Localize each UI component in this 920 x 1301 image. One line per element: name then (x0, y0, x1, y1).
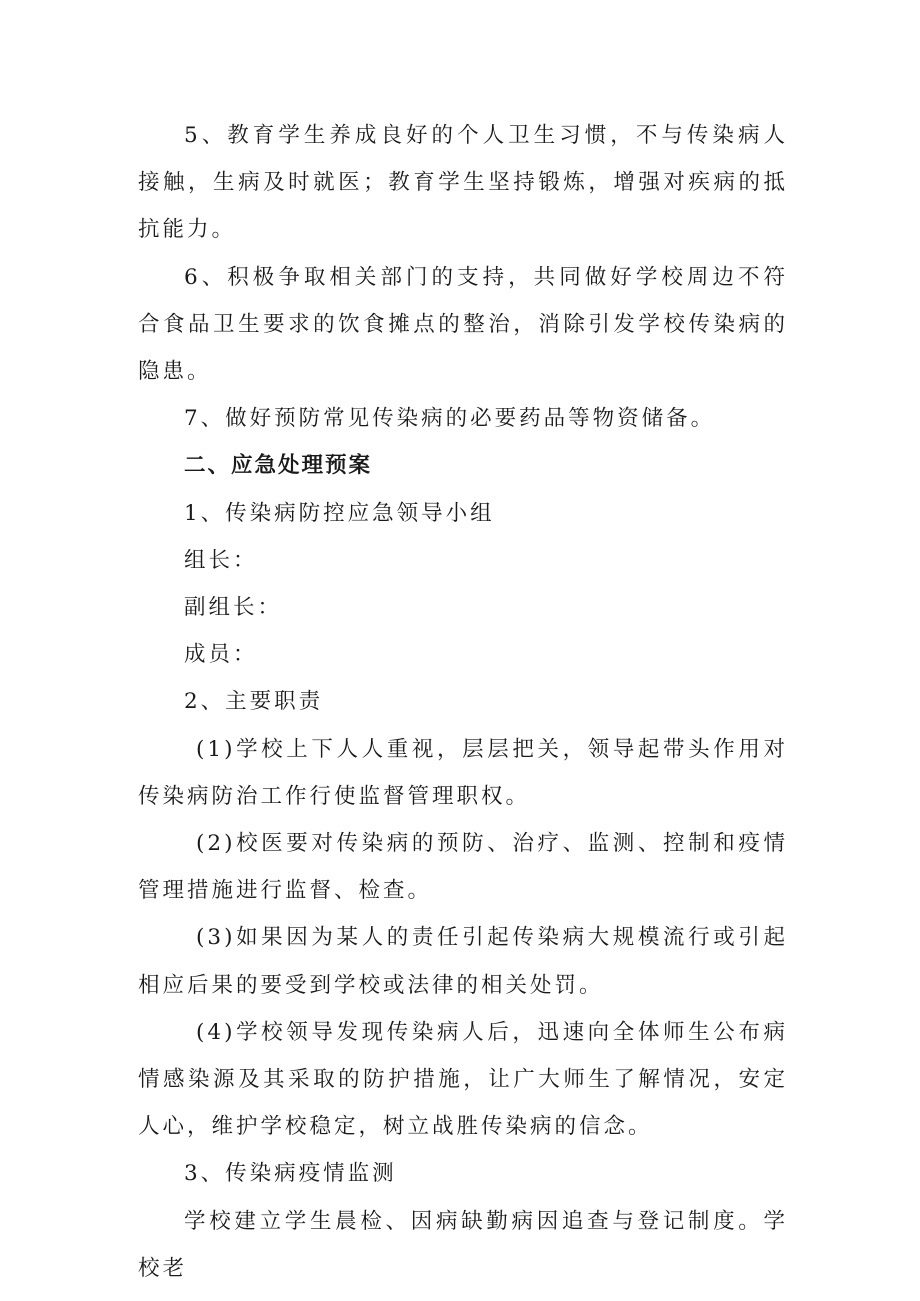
subheading-main-duties: 2、主要职责 (184, 689, 324, 715)
paragraph-item-5: 5、教育学生养成良好的个人卫生习惯，不与传染病人接触，生病及时就医；教育学生坚持锻炼，增强对疾病的抵抗能力。 (138, 123, 788, 243)
duty-item-3: (3)如果因为某人的责任引起传染病大规模流行或引起相应后果的要受到学校或法律的相关处罚。 (138, 925, 788, 998)
document-body (138, 112, 788, 1292)
paragraph-item-6: 6、积极争取相关部门的支持，共同做好学校周边不符合食品卫生要求的饮食摊点的整治，消除引发学校传染病的隐患。 (138, 264, 788, 385)
paragraph-monitoring: 学校建立学生晨检、因病缺勤病因追查与登记制度。学校老 (138, 1208, 788, 1281)
subheading-epidemic-monitoring: 3、传染病疫情监测 (184, 1161, 397, 1187)
members-label: 成员： (184, 642, 258, 668)
duty-item-4: (4)学校领导发现传染病人后，迅速向全体师生公布病情感染源及其采取的防护措施，让广大师生了解情况，安定人心，维护学校稳定，树立战胜传染病的信念。 (138, 1019, 788, 1140)
paragraph-item-7: 7、做好预防常见传染病的必要药品等物资储备。 (184, 406, 716, 432)
duty-item-1: (1)学校上下人人重视，层层把关，领导起带头作用对传染病防治工作行使监督管理职权。 (138, 736, 788, 809)
subheading-leadership-group: 1、传染病防控应急领导小组 (184, 500, 495, 526)
deputy-leader-label: 副组长： (184, 595, 283, 621)
group-leader-label: 组长： (184, 547, 258, 573)
duty-item-2: (2)校医要对传染病的预防、治疗、监测、控制和疫情管理措施进行监督、检查。 (138, 831, 788, 904)
section-heading: 二、应急处理预案 (184, 453, 373, 479)
